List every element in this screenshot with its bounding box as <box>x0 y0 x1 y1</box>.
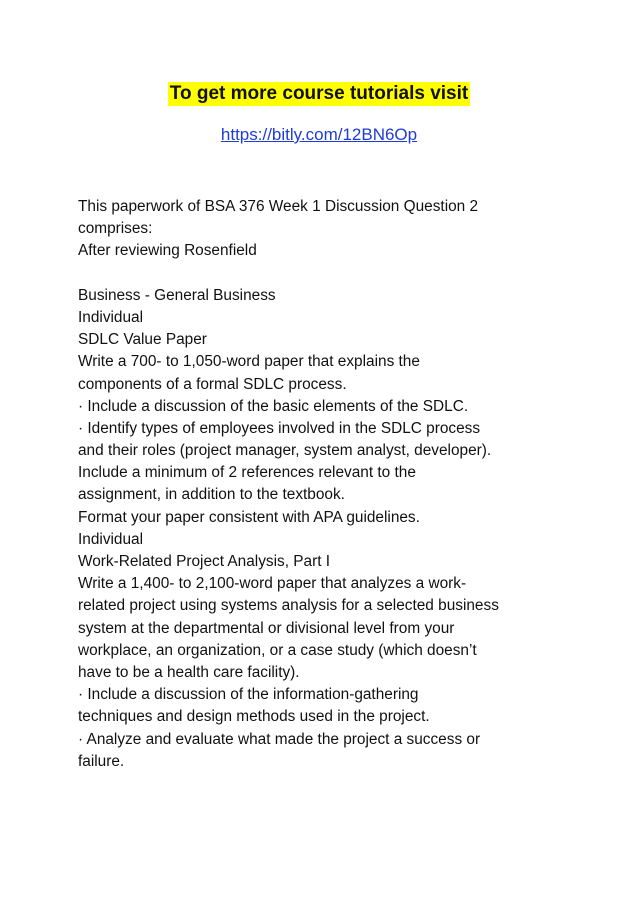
content-line: workplace, an organization, or a case study (which doesn’t <box>78 641 477 659</box>
content-line: Work-Related Project Analysis, Part I <box>78 553 331 570</box>
content-line: Format your paper consistent with APA guidelines. <box>78 508 420 526</box>
paragraph-gap <box>78 263 578 285</box>
document-body <box>78 196 578 773</box>
content-line: system at the departmental or divisional level from your <box>78 619 455 637</box>
content-line: and their roles (project manager, system analyst, developer). <box>78 442 492 460</box>
bullet-line: · Include a discussion of the information-gathering <box>78 686 419 704</box>
page-title: To get more course tutorials visit <box>169 83 469 104</box>
content-line: have to be a health care facility). <box>78 663 300 681</box>
content-line: Individual <box>78 530 144 548</box>
content-line: Write a 1,400- to 2,100-word paper that analyzes a work- <box>78 575 467 593</box>
intro-line: comprises: <box>78 220 153 238</box>
content-line: Individual <box>78 308 144 326</box>
content-line: related project using systems analysis for a selected business <box>78 597 499 615</box>
content-line: Business - General Business <box>78 286 276 304</box>
bullet-line: · Analyze and evaluate what made the project a success or <box>78 730 481 748</box>
content-line: assignment, in addition to the textbook. <box>78 486 345 504</box>
heading-block <box>0 82 638 106</box>
content-line: SDLC Value Paper <box>78 331 207 349</box>
intro-line: This paperwork of BSA 376 Week 1 Discussion Question 2 <box>78 198 479 215</box>
content-line: techniques and design methods used in the project. <box>78 708 430 726</box>
content-line: components of a formal SDLC process. <box>78 375 347 393</box>
content-line: Include a minimum of 2 references relevant to the <box>78 464 416 482</box>
bullet-line: · Identify types of employees involved in the SDLC process <box>78 419 481 437</box>
content-line: failure. <box>78 752 125 770</box>
bullet-line: · Include a discussion of the basic elements of the SDLC. <box>78 397 469 415</box>
intro-line: After reviewing Rosenfield <box>78 242 257 260</box>
content-line: Write a 700- to 1,050-word paper that explains the <box>78 353 420 371</box>
tutorials-link[interactable]: https://bitly.com/12BN6Op <box>220 125 418 144</box>
